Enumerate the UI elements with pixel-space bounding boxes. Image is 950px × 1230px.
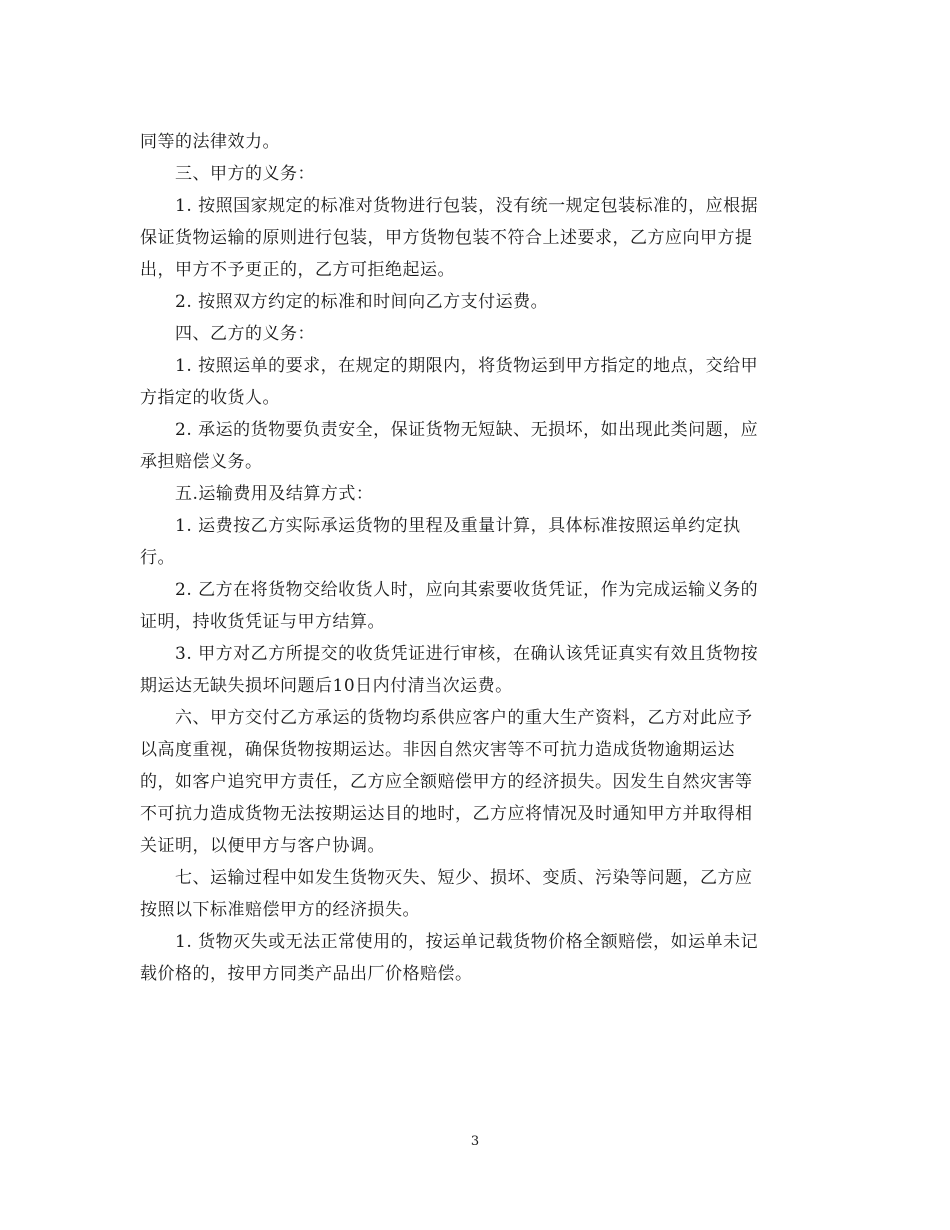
text-line: 2. 乙方在将货物交给收货人时，应向其索要收货凭证，作为完成运输义务的	[175, 580, 759, 600]
text-line: 2. 承运的货物要负责安全，保证货物无短缺、无损坏，如出现此类问题，应	[175, 420, 759, 440]
text-line: 七、运输过程中如发生货物灭失、短少、损坏、变质、污染等问题，乙方应	[175, 868, 753, 888]
text-line: 2. 按照双方约定的标准和时间向乙方支付运费。	[175, 292, 549, 312]
text-line: 六、甲方交付乙方承运的货物均系供应客户的重大生产资料，乙方对此应予	[175, 708, 753, 728]
text-line: 关证明，以便甲方与客户协调。	[140, 836, 385, 856]
text-line: 按照以下标准赔偿甲方的经济损失。	[140, 900, 420, 920]
text-line: 3. 甲方对乙方所提交的收货凭证进行审核，在确认该凭证真实有效且货物按	[175, 644, 759, 664]
text-line: 1. 按照运单的要求，在规定的期限内，将货物运到甲方指定的地点，交给甲	[175, 356, 759, 376]
text-line: 出，甲方不予更正的，乙方可拒绝起运。	[140, 260, 455, 280]
text-line: 三、甲方的义务：	[175, 164, 315, 184]
text-line: 期运达无缺失损坏问题后10日内付清当次运费。	[140, 676, 513, 696]
document-body	[140, 126, 812, 990]
text-line: 的，如客户追究甲方责任，乙方应全额赔偿甲方的经济损失。因发生自然灾害等	[140, 772, 753, 792]
text-line: 载价格的，按甲方同类产品出厂价格赔偿。	[140, 964, 473, 984]
page-number: 3	[470, 1134, 480, 1149]
text-line: 五.运输费用及结算方式：	[175, 484, 374, 504]
text-line: 行。	[140, 548, 175, 568]
text-line: 保证货物运输的原则进行包装，甲方货物包装不符合上述要求，乙方应向甲方提	[140, 228, 753, 248]
text-line: 方指定的收货人。	[140, 388, 280, 408]
text-line: 四、乙方的义务：	[175, 324, 315, 344]
text-line: 以高度重视，确保货物按期运达。非因自然灾害等不可抗力造成货物逾期运达	[140, 740, 735, 760]
text-line: 1. 按照国家规定的标准对货物进行包装，没有统一规定包装标准的，应根据	[175, 196, 759, 216]
text-line: 承担赔偿义务。	[140, 452, 263, 472]
text-line: 不可抗力造成货物无法按期运达目的地时，乙方应将情况及时通知甲方并取得相	[140, 804, 753, 824]
text-line: 1. 货物灭失或无法正常使用的，按运单记载货物价格全额赔偿，如运单未记	[175, 932, 759, 952]
text-line: 证明，持收货凭证与甲方结算。	[140, 612, 385, 632]
text-line: 同等的法律效力。	[140, 132, 280, 152]
text-line: 1. 运费按乙方实际承运货物的里程及重量计算，具体标准按照运单约定执	[175, 516, 741, 536]
